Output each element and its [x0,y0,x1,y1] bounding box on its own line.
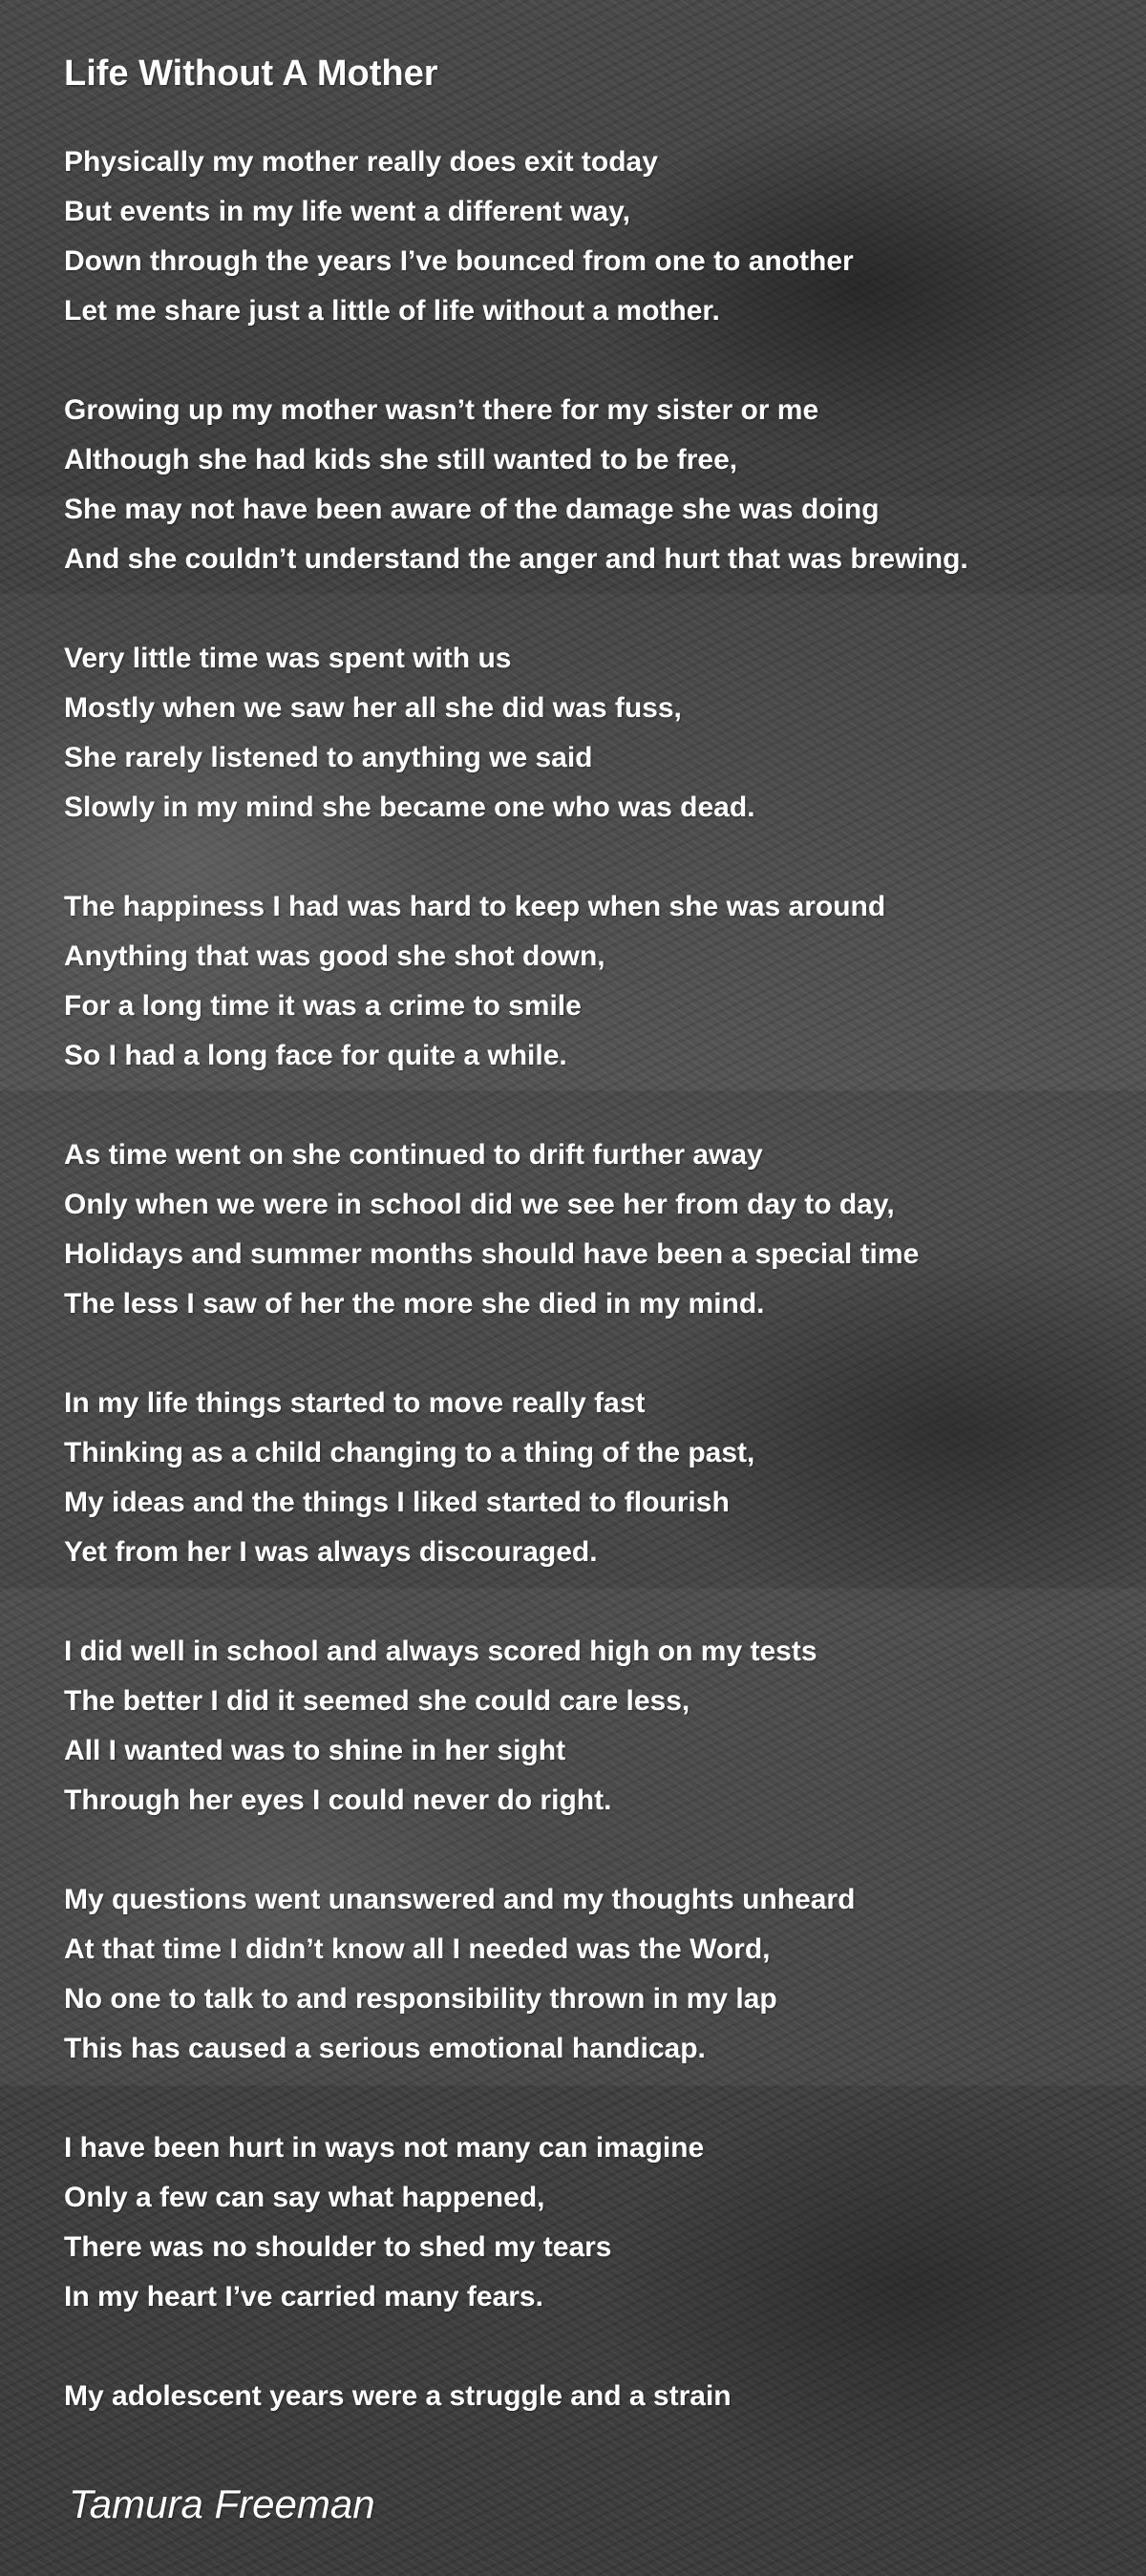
poem-line: The happiness I had was hard to keep when she was around [64,891,886,922]
poem-line: This has caused a serious emotional handicap. [64,2033,706,2064]
poem-line: Mostly when we saw her all she did was fuss, [64,692,682,724]
poem-line: My adolescent years were a struggle and a strain [64,2380,732,2412]
stanza [64,882,1114,1081]
stanza [64,137,1114,336]
stanza [64,2372,1114,2421]
poem-author: Tamura Freeman [69,2481,375,2526]
poem-line: I did well in school and always scored high on my tests [64,1636,817,1667]
poem-line: My ideas and the things I liked started to flourish [64,1487,730,1518]
poem-line: My questions went unanswered and my thoughts unheard [64,1884,856,1915]
poem-line: Although she had kids she still wanted to be free, [64,444,738,475]
stanza [64,1875,1114,2074]
poem-line: For a long time it was a crime to smile [64,990,582,1022]
poem [64,48,1114,2471]
poem-title: Life Without A Mother [64,53,438,94]
poem-line: As time went on she continued to drift further away [64,1139,763,1171]
poem-line: Slowly in my mind she became one who was dead. [64,792,755,823]
poem-line: She rarely listened to anything we said [64,742,593,773]
poem-line: Let me share just a little of life without a mother. [64,295,720,327]
poem-line: Holidays and summer months should have been a special time [64,1238,920,1270]
poem-line: Physically my mother really does exit today [64,146,658,178]
poem-line: The better I did it seemed she could care less, [64,1685,690,1717]
stanza [64,1130,1114,1329]
poem-line: Anything that was good she shot down, [64,940,605,972]
stanza [64,634,1114,833]
poem-line: Only when we were in school did we see her from day to day, [64,1189,895,1220]
poem-line: In my heart I’ve carried many fears. [64,2281,543,2312]
poem-line: So I had a long face for quite a while. [64,1040,567,1071]
poem-line: No one to talk to and responsibility thrown in my lap [64,1983,777,2015]
poem-line: Growing up my mother wasn’t there for my sister or me [64,394,819,426]
stanza [64,1627,1114,1826]
stanza [64,386,1114,584]
poem-line: There was no shoulder to shed my tears [64,2231,612,2263]
poem-line: Through her eyes I could never do right. [64,1784,612,1816]
poem-line: Very little time was spent with us [64,643,512,674]
poem-line: In my life things started to move really fast [64,1387,646,1419]
poem-body [64,137,1114,2421]
poem-line: Down through the years I’ve bounced from one to another [64,245,854,277]
poem-line: Thinking as a child changing to a thing of the past, [64,1437,755,1468]
stanza [64,2123,1114,2322]
poem-line: All I wanted was to shine in her sight [64,1735,566,1766]
poem-line: I have been hurt in ways not many can imagine [64,2132,705,2164]
poem-line: She may not have been aware of the damage she was doing [64,494,880,525]
poem-line: And she couldn’t understand the anger and hurt that was brewing. [64,543,968,575]
poem-line: The less I saw of her the more she died in my mind. [64,1288,765,1320]
poem-line: Yet from her I was always discouraged. [64,1536,598,1568]
poem-line: At that time I didn’t know all I needed was the Word, [64,1933,771,1965]
poem-line: Only a few can say what happened, [64,2182,545,2213]
stanza [64,1379,1114,1577]
poem-line: But events in my life went a different way, [64,196,630,227]
